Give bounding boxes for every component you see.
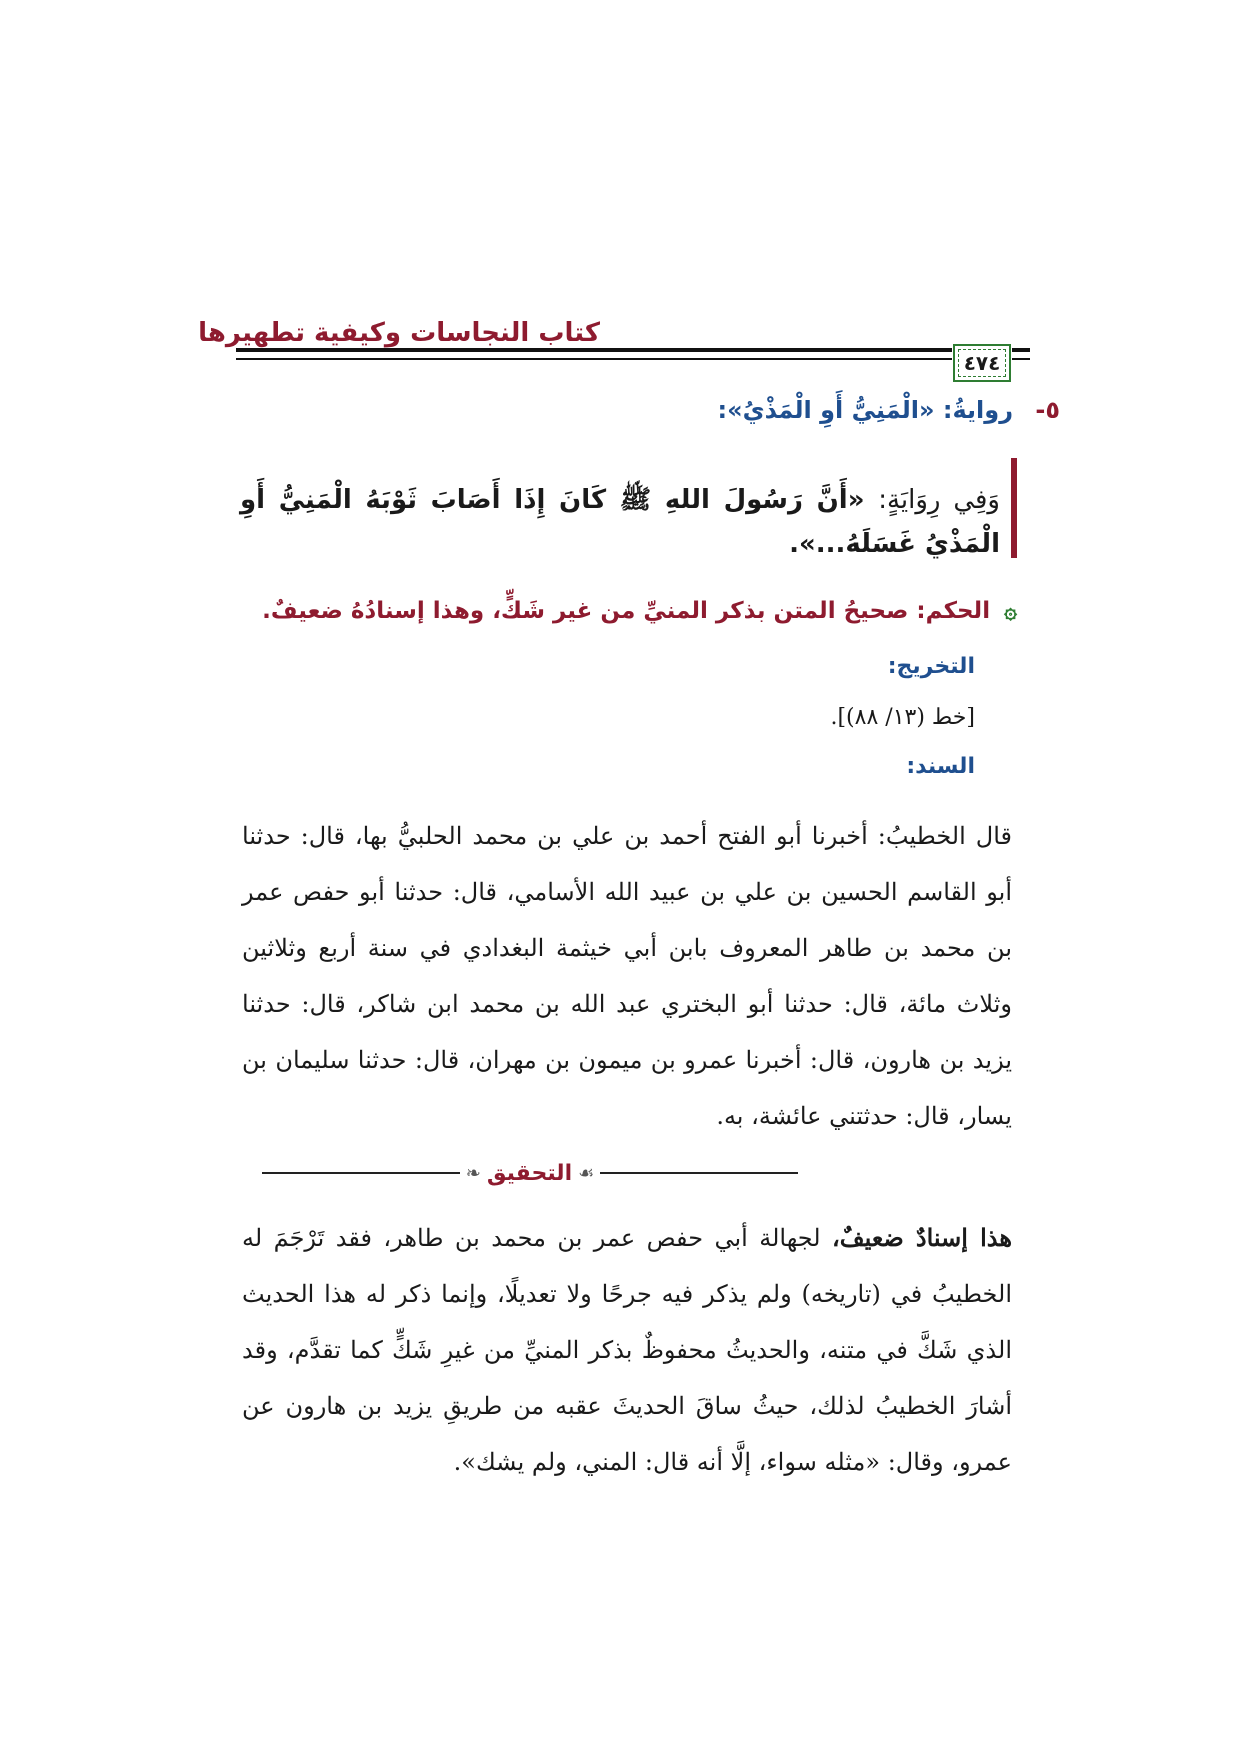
hadith-quote <box>240 478 1000 566</box>
sanad-paragraph: قال الخطيبُ: أخبرنا أبو الفتح أحمد بن علي بن محمد الحلبيُّ بها، قال: حدثنا أبو القاسم الحسين بن علي بن عبيد الله الأسامي، قال: حدثنا أبو حفص عمر بن محمد بن طاهر المعروف بابن أبي خيثمة البغدادي في سنة أربع وثلاثين وثلاث مائة، قال: حدثنا أبو البختري عبد الله بن محمد ابن شاكر، قال: حدثنا يزيد بن هارون، قال: أخبرنا عمرو بن ميمون بن مهران، قال: حدثنا سليمان بن يسار، قال: حدثتني عائشة، به. <box>242 822 1012 1130</box>
ruling-label: الحكم: <box>916 598 991 624</box>
sanad-heading: السند: <box>906 754 975 779</box>
quote-intro: وَفِي رِوَايَةٍ: <box>878 485 1000 515</box>
tahqiq-paragraph <box>242 1210 1012 1490</box>
quote-text: «أَنَّ رَسُولَ اللهِ ﷺ كَانَ إِذَا أَصَابَ ثَوْبَهُ الْمَنِيُّ أَوِ الْمَذْيُ غَسَلَهُ...». <box>240 485 1000 559</box>
tahqiq-divider <box>262 1158 798 1188</box>
ruling <box>217 598 1017 624</box>
ornament-left-icon: ❧ <box>465 1162 481 1184</box>
ruling-text: صحيحُ المتن بذكر المنيِّ من غير شَكٍّ، وهذا إسنادُهُ ضعيفٌ. <box>262 598 909 624</box>
divider-line-right <box>600 1172 798 1174</box>
quote-bar <box>1011 458 1017 558</box>
tahqiq-title: التحقيق <box>486 1160 573 1186</box>
takhrij-reference: [خط (١٣/ ٨٨)]. <box>830 705 975 730</box>
takhrij-heading: التخريج: <box>887 654 975 679</box>
divider-line-left <box>262 1172 460 1174</box>
running-title: كتاب النجاسات وكيفية تطهيرها <box>198 318 600 348</box>
page-number: ٤٧٤ <box>963 351 1001 375</box>
section-title: روايةُ: «الْمَنِيُّ أَوِ الْمَذْيُ»: <box>717 396 1014 424</box>
ornament-icon: ۞ <box>1004 599 1017 624</box>
tahqiq-lead: هذا إسنادٌ ضعيفٌ، <box>831 1223 1012 1252</box>
ornament-right-icon: ☙ <box>578 1162 595 1184</box>
header-rule-right-top <box>1012 348 1030 352</box>
page-number-badge <box>953 344 1011 382</box>
section-number: ٥- <box>1035 396 1060 424</box>
header-rule-top <box>236 348 952 352</box>
header-rule-bottom <box>236 358 952 360</box>
tahqiq-text: لجهالة أبي حفص عمر بن محمد بن طاهر، فقد تَرْجَمَ له الخطيبُ في (تاريخه) ولم يذكر فيه جرحًا ولا تعديلًا، وإنما ذكر له هذا الحديث الذي شَكَّ في متنه، والحديثُ محفوظٌ بذكر المنيِّ من غيرِ شَكٍّ كما تقدَّم، وقد أشارَ الخطيبُ لذلك، حيثُ ساقَ الحديثَ عقبه من طريقِ يزيد بن هارون عن عمرو، وقال: «مثله سواء، إلَّا أنه قال: المني، ولم يشك». <box>242 1224 1012 1476</box>
section-heading <box>360 396 1060 424</box>
header-rule-right-bottom <box>1012 358 1030 360</box>
